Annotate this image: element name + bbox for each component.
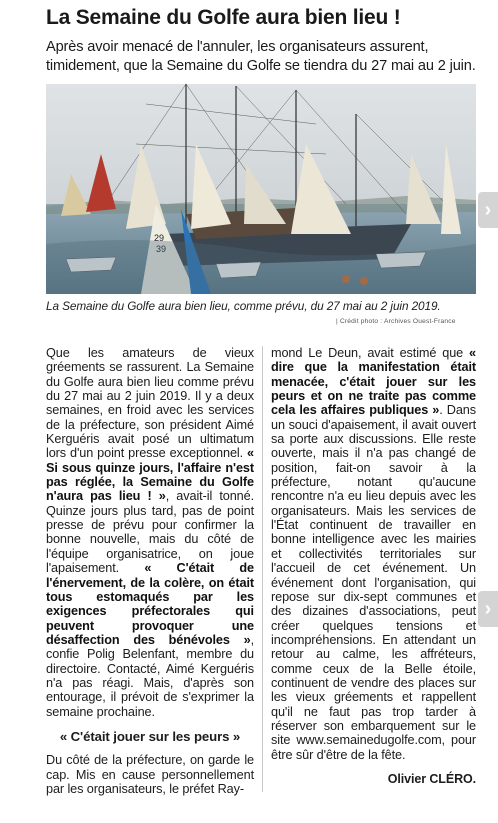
paragraph-2-continued: mond Le Deun, avait estimé que « dire que la manifestation était menacée, c'était jouer sur les peurs et on ne traite pas comme cela les affaires publiques ». Dans un souci d'apaisement, il avait ouvert sa porte aux discussions. Elle reste ouverte, mais il n'a pas changé de position, fait-on savoir à la préfecture, notant qu'aucune rencontre n'a eu lieu depuis avec les organisateurs. Mais les services de l'État continuent de travailler en bonne intelligence avec les mairies et collectivités territoriales sur l'accueil de cet événement. Un événement dont l'organisation, qui repose sur dix-sept communes et des dizaines d'associations, peut créer quelques tensions et incompréhensions. En attendant un retour au calme, les affréteurs, comme ceux de la Belle étoile, continuent de vendre des places sur les vieux gréements et rappellent qu'il ne faut pas trop tarder à réserver son embarquement sur le site www.semainedugolfe.com, pour être sûr d'être de la fête.	[271, 346, 476, 762]
chevron-right-icon: ›	[484, 198, 492, 221]
next-page-button[interactable]	[478, 192, 498, 228]
sail-number-bottom: 39	[156, 244, 167, 254]
quote-colere: « C'était de l'énervement, de la colère, on était tous estomaqués par les exigences préfectorales qui peuvent provoquer une désaffection des bénévoles »	[46, 561, 254, 647]
quote-ultimatum: « Si sous quinze jours, l'affaire n'est pas réglée, la Semaine du Golfe n'aura pas lieu ! »	[46, 446, 254, 504]
column-divider	[262, 346, 263, 792]
paragraph-2-start: Du côté de la préfecture, on garde le cap. Mis en cause personnellement par les organisateurs, le préfet Ray-	[46, 753, 254, 796]
article-column-left	[46, 346, 254, 796]
sail-number-top: 29	[154, 233, 165, 243]
subheading: « C'était jouer sur les peurs »	[59, 728, 241, 744]
quote-prefet: « dire que la manifestation était menacée, c'était jouer sur les peurs et on ne traite pas comme cela les affaires publiques »	[271, 346, 476, 418]
paragraph-1: Que les amateurs de vieux gréements se rassurent. La Semaine du Golfe aura bien lieu comme prévu du 27 mai au 2 juin 2019. Il y a deux semaines, en froid avec les services de la préfecture, son président Aimé Kerguéris avait posé un ultimatum lors d'un point presse exceptionnel. « Si sous quinze jours, l'affaire n'est pas réglée, la Semaine du Golfe n'aura pas lieu ! », avait-il tonné. Quinze jours plus tard, pas de point presse de prévu pour confirmer la bonne nouvelle, mais du côté de l'équipe organisatrice, on joue l'apaisement. « C'était de l'énervement, de la colère, on était tous estomaqués par les exigences préfectorales qui peuvent provoquer une désaffection des bénévoles », confie Polig Belenfant, membre du directoire. Contacté, Aimé Kerguéris n'a pas réagi. Mais, d'après son entourage, il prévoit de s'exprimer la semaine prochaine.	[46, 346, 254, 719]
photo-caption: La Semaine du Golfe aura bien lieu, comme prévu, du 27 mai au 2 juin 2019.	[46, 299, 441, 313]
article-photo	[46, 84, 476, 294]
article-column-right	[271, 346, 476, 786]
article-lede: Après avoir menacé de l'annuler, les organisateurs assurent, timidement, que la Semaine du Golfe se tiendra du 27 mai au 2 juin.	[46, 39, 476, 74]
next-article-button[interactable]	[478, 591, 498, 627]
author-signature: Olivier CLÉRO.	[387, 771, 476, 786]
photo-credit: | Crédit photo : Archives Ouest-France	[336, 318, 456, 325]
chevron-right-icon: ›	[484, 597, 492, 620]
article-headline: La Semaine du Golfe aura bien lieu !	[46, 6, 401, 29]
